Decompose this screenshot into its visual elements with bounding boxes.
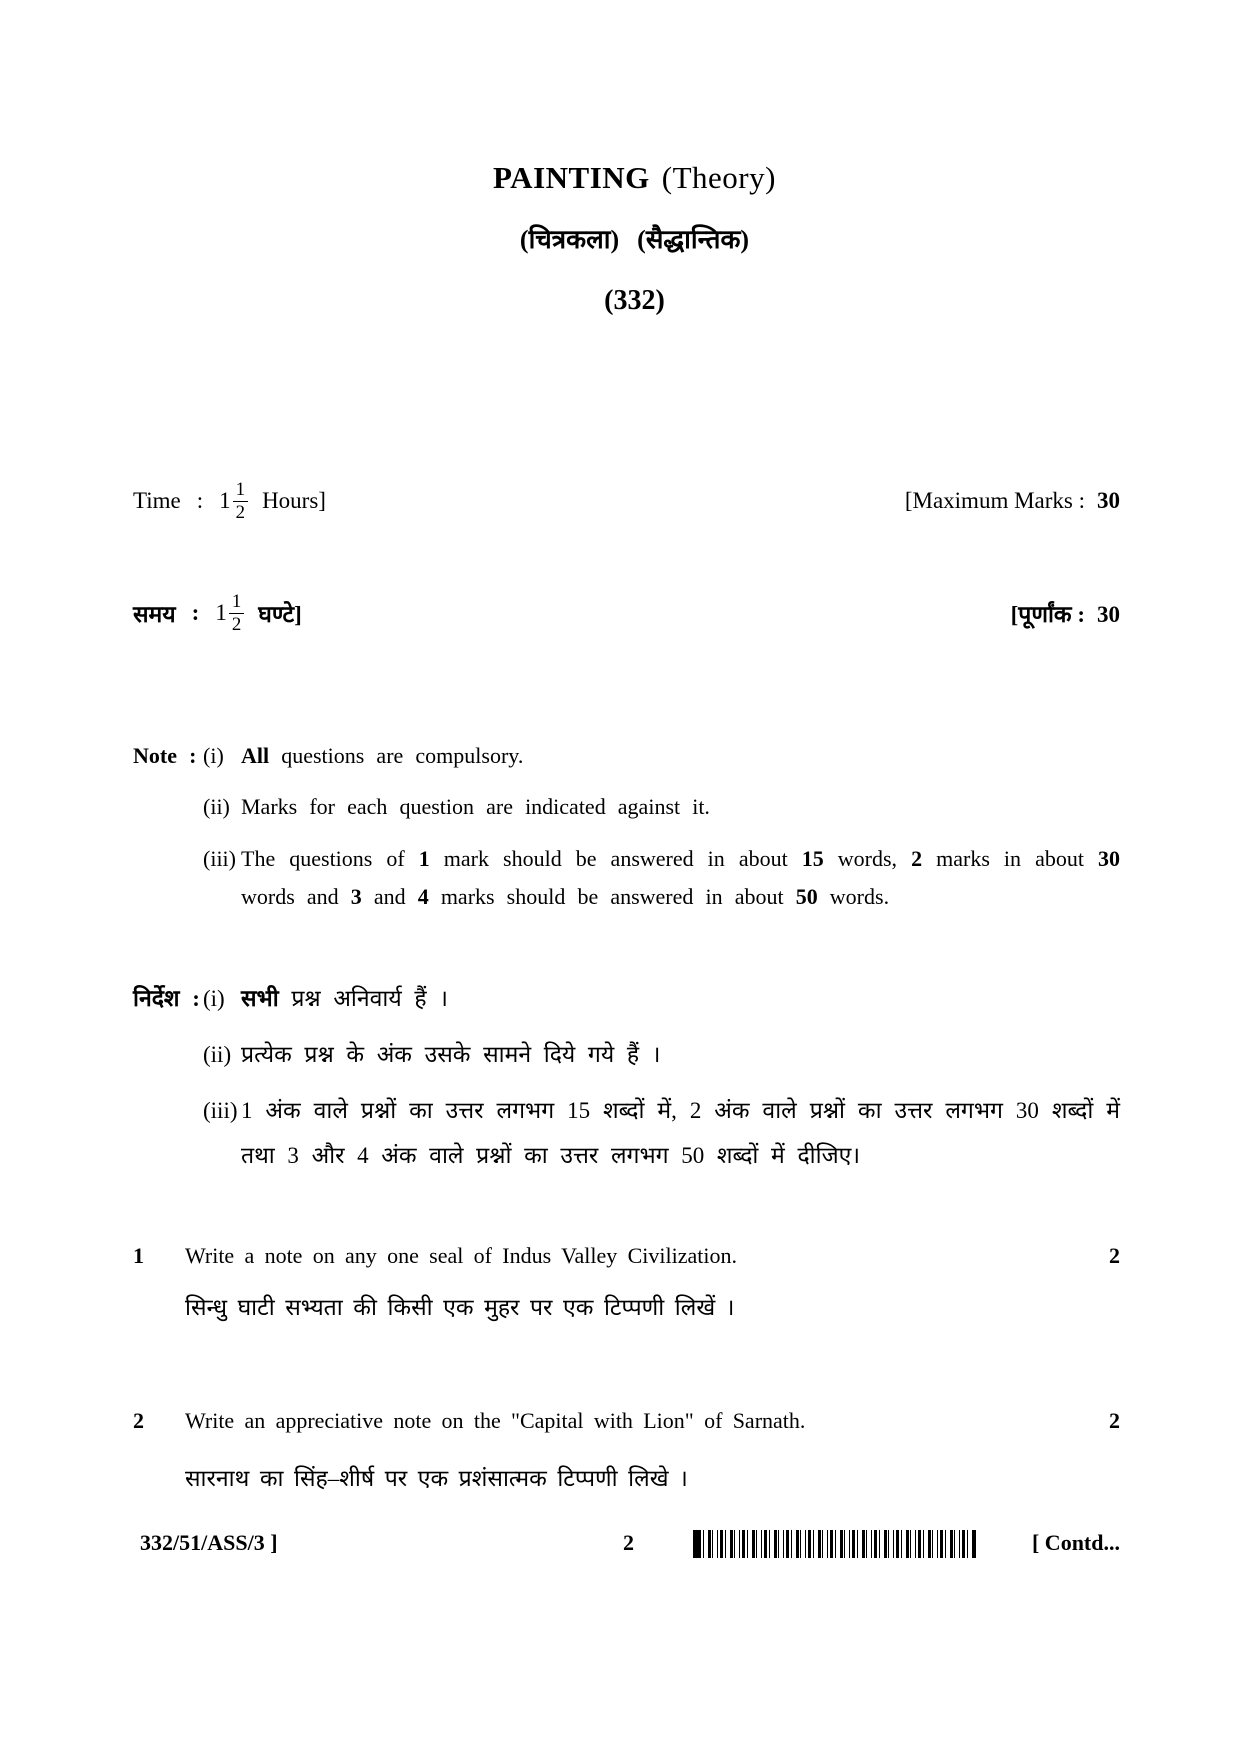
- note-item-number: (ii): [203, 1042, 232, 1067]
- question-text-hindi: सारनाथ का सिंह–शीर्ष पर एक प्रशंसात्मक टिप्पणी लिखे ।: [185, 1466, 688, 1491]
- subject-title-suffix: (Theory): [661, 160, 776, 195]
- page-number: 2: [623, 1530, 634, 1555]
- question-marks: 2: [1109, 1243, 1120, 1268]
- barcode: [693, 1530, 976, 1558]
- question-number: 2: [133, 1408, 144, 1433]
- maximum-marks-label: [Maximum Marks :: [904, 488, 1085, 514]
- question-text-english: Write an appreciative note on the "Capital with Lion" of Sarnath.: [185, 1408, 806, 1433]
- time-english: Time : 1 $\frac{1}{2}$ Hours]: [133, 479, 326, 523]
- note-item-text: सभी प्रश्न अनिवार्य हैं ।: [241, 986, 448, 1011]
- title-block: [0, 160, 1241, 317]
- maximum-marks-label-hindi: [पूर्णांक :: [1010, 602, 1085, 628]
- maximum-marks-hindi: [1011, 597, 1120, 629]
- note-item-en-2: [133, 788, 1120, 826]
- note-item-text: प्रत्येक प्रश्न के अंक उसके सामने दिये गये हैं ।: [241, 1042, 661, 1067]
- question-1: [133, 1243, 1120, 1322]
- page-subtitle-hindi: [28, 220, 1241, 256]
- question-row: [133, 1243, 1120, 1269]
- time-label: Time: [133, 488, 181, 514]
- question-text-english: Write a note on any one seal of Indus Valley Civilization.: [185, 1243, 737, 1268]
- note-item-number: (i): [203, 743, 224, 768]
- note-item-en-1: [133, 737, 1120, 775]
- time-row-hindi: [133, 592, 1120, 635]
- time-hindi: समय : 1 $\frac{1}{2}$ घण्टे]: [133, 591, 302, 635]
- page-title: [28, 160, 1241, 196]
- note-item-number: (ii): [203, 794, 230, 819]
- instructions-label-hindi: निर्देश :: [133, 986, 200, 1011]
- paper-reference: 332/51/ASS/3 ]: [140, 1530, 278, 1555]
- question-number: 1: [133, 1243, 144, 1268]
- time-unit-hindi: घण्टे]: [258, 602, 302, 628]
- subject-title: PAINTING: [493, 160, 650, 195]
- note-item-text: Marks for each question are indicated against it.: [241, 794, 710, 819]
- question-marks: 2: [1109, 1408, 1120, 1433]
- note-item-number: (iii): [203, 846, 236, 871]
- time-unit: Hours]: [262, 488, 326, 514]
- question-2: [133, 1408, 1120, 1493]
- note-item-text: 1 अंक वाले प्रश्नों का उत्तर लगभग 15 शब्दों में, 2 अंक वाले प्रश्नों का उत्तर लगभग 30 शब्दों में तथा 3 और 4 अंक वाले प्रश्नों का उत्तर लगभग 50 शब्दों में दीजिए।: [241, 1098, 1120, 1168]
- maximum-marks-value-hindi: 30: [1097, 602, 1120, 628]
- time-value-fraction: 1 $\frac{1}{2}$: [219, 480, 248, 523]
- note-item-number: (iii): [203, 1098, 238, 1123]
- subtitle-hindi-2: (सैद्धान्तिक): [637, 225, 750, 254]
- subtitle-hindi-1: (चित्रकला): [519, 225, 620, 254]
- note-label: Note :: [133, 743, 197, 768]
- note-item-text: The questions of 1 mark should be answered in about 15 words, 2 marks in about 30 words and 3 and 4 marks should be answered in about 50 words.: [241, 846, 1120, 909]
- note-item-text: All questions are compulsory.: [241, 743, 524, 768]
- page-footer: [140, 1530, 1120, 1560]
- note-item-hi-1: [133, 976, 1120, 1021]
- maximum-marks-value: 30: [1097, 488, 1120, 514]
- note-item-hi-2: [133, 1032, 1120, 1077]
- time-value-fraction-hindi: 1 $\frac{1}{2}$: [215, 592, 244, 635]
- paper-code: (332): [604, 285, 665, 316]
- maximum-marks-english: [905, 488, 1120, 514]
- question-text-hindi: सिन्धु घाटी सभ्यता की किसी एक मुहर पर एक टिप्पणी लिखें ।: [185, 1295, 735, 1320]
- time-row-english: [133, 480, 1120, 523]
- continued-label: [ Contd...: [1031, 1530, 1120, 1555]
- question-row: [133, 1408, 1120, 1434]
- note-item-hi-3: [133, 1088, 1120, 1178]
- note-item-en-3: [133, 840, 1120, 916]
- time-label-hindi: समय: [133, 602, 176, 628]
- note-item-number: (i): [203, 986, 225, 1011]
